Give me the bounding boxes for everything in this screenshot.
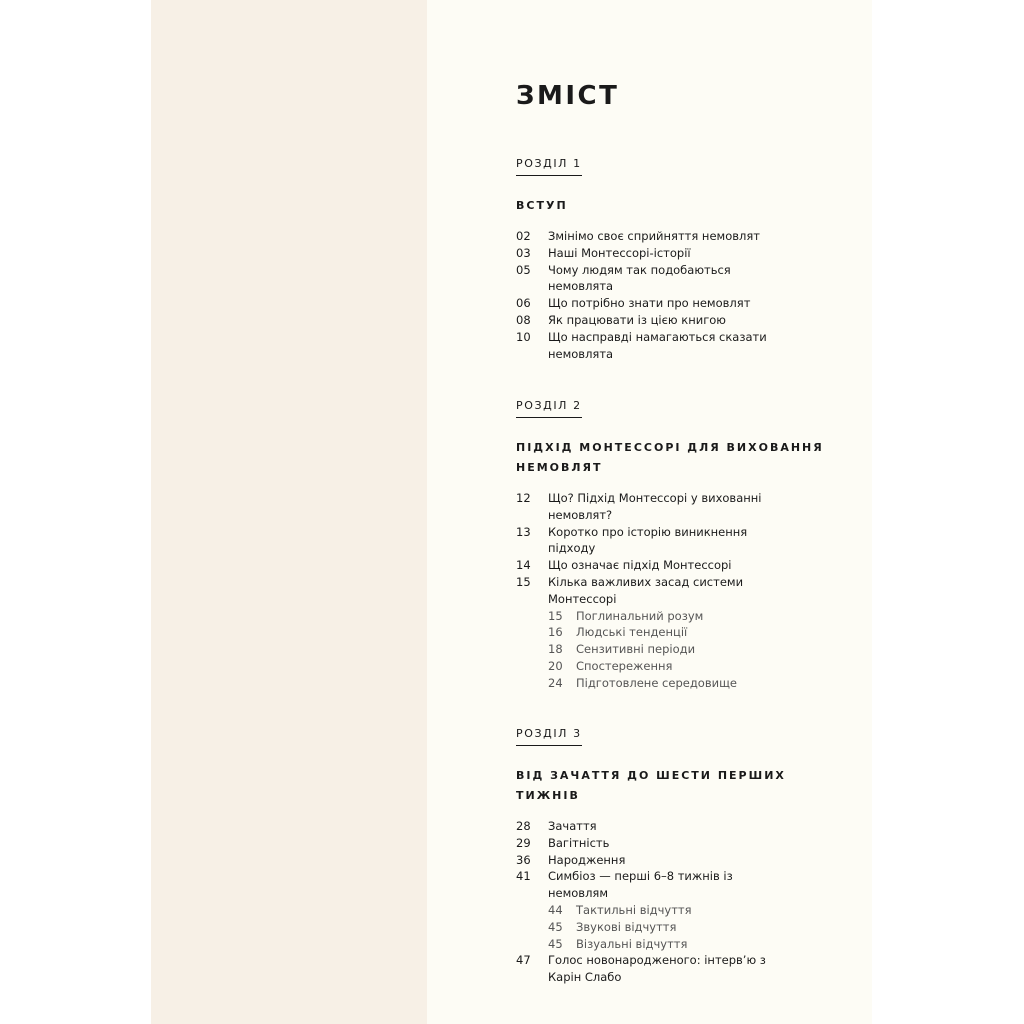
page-number: 14	[516, 558, 531, 573]
entry-title: Зачаття	[548, 819, 597, 833]
entry-title: Змінімо своє сприйняття немовлят	[548, 229, 760, 243]
entry-title: Коротко про історію виникнення підходу	[548, 524, 748, 556]
entry-title: Народження	[548, 852, 626, 867]
page-number: 10	[516, 329, 531, 344]
page-number: 28	[516, 819, 531, 833]
toc-subentry	[516, 658, 836, 675]
entry-title: Симбіоз — перші 6–8 тижнів із немовлям	[548, 869, 733, 901]
entry-title: Підготовлене середовище	[576, 675, 737, 690]
toc-entry	[516, 312, 836, 329]
page-number: 06	[516, 296, 531, 311]
section-3	[516, 722, 836, 986]
section-2	[516, 394, 836, 692]
entry-title: Звукові відчуття	[576, 919, 677, 934]
toc-entry	[516, 574, 836, 608]
toc-entry	[516, 952, 836, 986]
page-number: 47	[516, 953, 531, 968]
page-number: 03	[516, 245, 531, 260]
entry-title: Поглинальний розум	[576, 608, 704, 623]
page-number: 18	[548, 642, 563, 657]
toc-entry	[516, 818, 836, 835]
entry-title: Як працювати із цією книгою	[548, 312, 726, 327]
toc-entry	[516, 228, 836, 245]
entry-title: Спостереження	[576, 658, 673, 673]
toc-entry	[516, 329, 836, 363]
page-title: ЗМІСТ	[516, 81, 620, 111]
toc-entry	[516, 852, 836, 869]
page-number: 02	[516, 229, 531, 243]
page-number: 15	[548, 608, 563, 623]
page-number: 24	[548, 675, 563, 690]
toc-subentry	[516, 675, 836, 692]
toc-entry	[516, 245, 836, 262]
page-number: 20	[548, 658, 563, 673]
entry-title: Візуальні відчуття	[576, 936, 688, 951]
entry-title: Чому людям так подобаються немовлята	[548, 262, 731, 294]
page-number: 08	[516, 312, 531, 327]
entry-list	[516, 818, 836, 986]
page-number: 41	[516, 869, 531, 884]
chapter-label: РОЗДІЛ 3	[516, 727, 582, 746]
entry-title: Голос новонародженого: інтерв’ю з Карін Слабо	[548, 953, 766, 985]
entry-title: Що? Підхід Монтессорі у вихованні немовлят?	[548, 491, 762, 522]
page-number: 45	[548, 936, 563, 951]
page-number: 05	[516, 262, 531, 277]
toc-entry	[516, 490, 836, 524]
page-number: 44	[548, 902, 563, 917]
section-heading: ВІД ЗАЧАТТЯ ДО ШЕСТИ ПЕРШИХ ТИЖНІВ	[516, 769, 786, 802]
entry-title: Тактильні відчуття	[576, 902, 692, 917]
entry-title: Що насправді намагаються сказати немовлята	[548, 329, 767, 361]
chapter-label: РОЗДІЛ 2	[516, 399, 582, 418]
left-color-panel	[151, 0, 427, 1024]
toc-subentry	[516, 641, 836, 658]
entry-title: Сензитивні періоди	[576, 642, 696, 657]
entry-title: Що потрібно знати про немовлят	[548, 296, 751, 311]
entry-title: Вагітність	[548, 835, 610, 850]
page-number: 16	[548, 625, 563, 640]
toc-entry	[516, 524, 836, 558]
entry-title: Кілька важливих засад системи Монтессорі	[548, 574, 744, 606]
toc-entry	[516, 557, 836, 574]
page-number: 36	[516, 852, 531, 867]
toc-subentry	[516, 608, 836, 625]
page-number: 12	[516, 491, 531, 505]
page-number: 29	[516, 835, 531, 850]
toc-entry	[516, 868, 836, 902]
section-heading: ПІДХІД МОНТЕССОРІ ДЛЯ ВИХОВАННЯ НЕМОВЛЯТ	[516, 441, 824, 474]
entry-title: Що означає підхід Монтессорі	[548, 558, 732, 573]
page-number: 13	[516, 524, 531, 539]
page-number: 45	[548, 919, 563, 934]
toc-entry	[516, 262, 836, 296]
toc-entry	[516, 835, 836, 852]
toc-entry	[516, 295, 836, 312]
entry-list	[516, 228, 836, 362]
section-heading: ВСТУП	[516, 199, 568, 212]
toc-subentry	[516, 624, 836, 641]
page-number: 15	[516, 574, 531, 589]
toc-subentry	[516, 902, 836, 919]
entry-title: Людські тенденції	[576, 625, 688, 640]
section-1	[516, 152, 836, 362]
entry-list	[516, 490, 836, 692]
entry-title: Наші Монтессорі-історії	[548, 245, 691, 260]
toc-subentry	[516, 936, 836, 953]
chapter-label: РОЗДІЛ 1	[516, 157, 582, 176]
toc-subentry	[516, 919, 836, 936]
